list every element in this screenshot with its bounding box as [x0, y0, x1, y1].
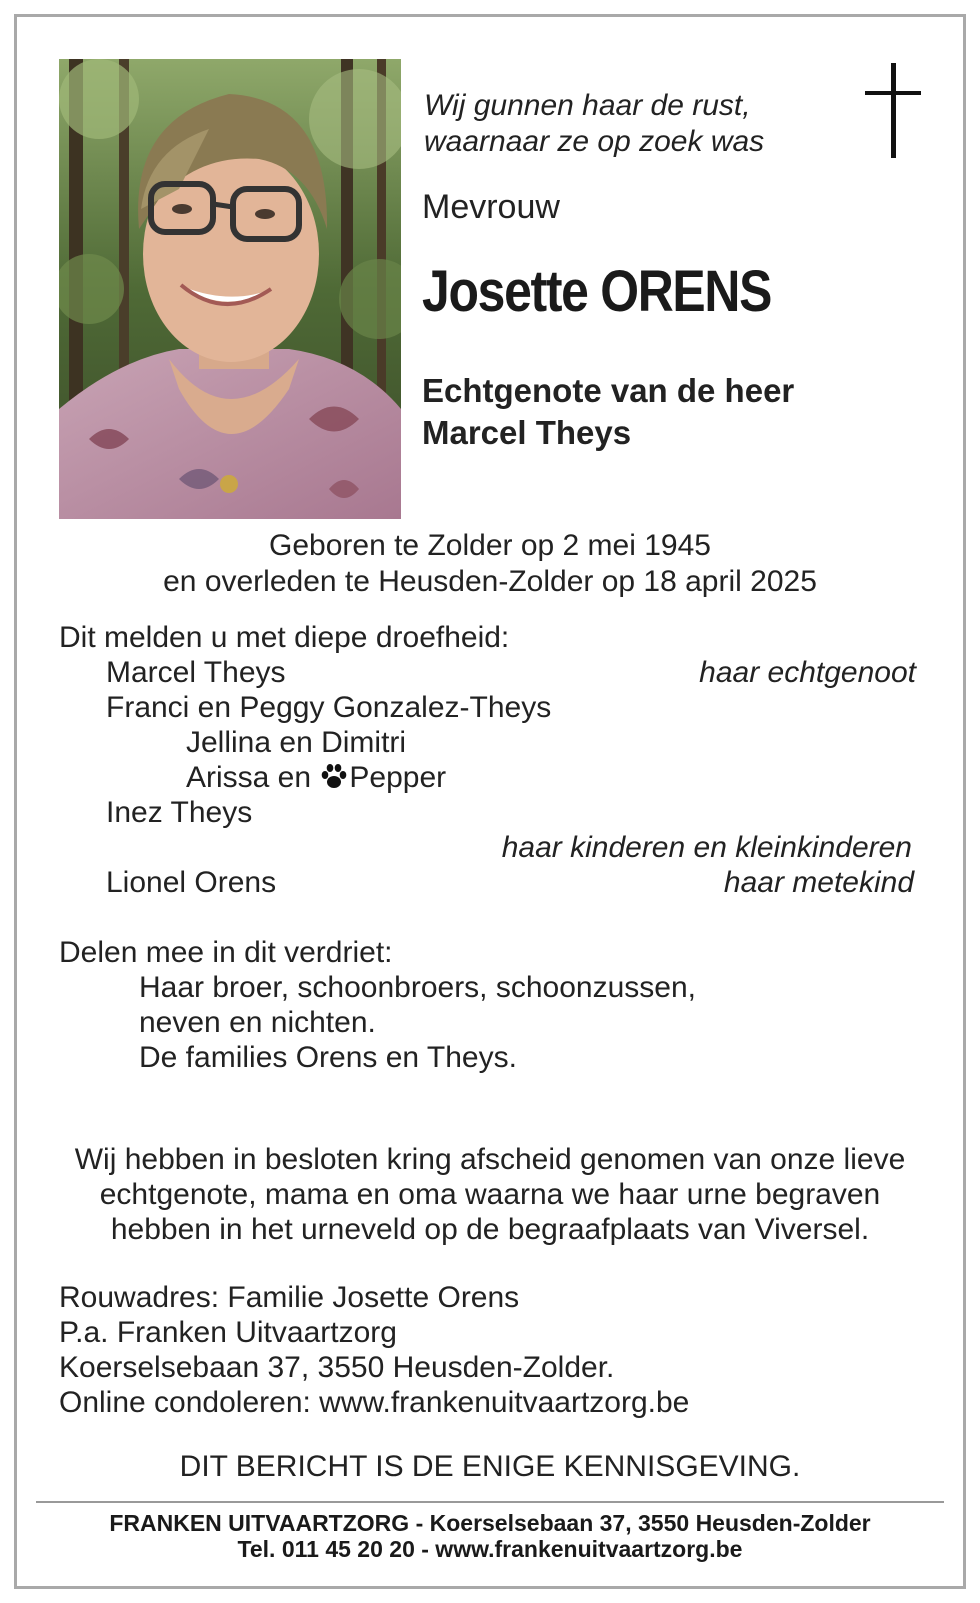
address-line: P.a. Franken Uitvaartzorg [59, 1316, 397, 1349]
paw-icon [319, 763, 349, 791]
closing-line: hebben in het urneveld op de begraafplaats van Viversel. [110, 1213, 870, 1246]
announce-intro: Dit melden u met diepe droefheid: [59, 621, 510, 654]
family-member: Jellina en Dimitri [186, 726, 407, 759]
family-member: Lionel Orens [106, 866, 277, 899]
closing-paragraph [0, 1142, 980, 1247]
life-dates [0, 528, 980, 600]
footer [0, 1510, 980, 1562]
address-line: Rouwadres: Familie Josette Orens [59, 1281, 520, 1314]
family-member-text: Pepper [349, 761, 447, 794]
family-member: Marcel Theys [106, 656, 286, 689]
quote [424, 88, 764, 160]
closing-line: echtgenote, mama en oma waarna we haar urne begraven [99, 1178, 881, 1211]
divider [36, 1501, 944, 1503]
quote-line: Wij gunnen haar de rust, [424, 89, 751, 122]
family-member: Inez Theys [106, 796, 253, 829]
footer-line: Tel. 011 45 20 20 - www.frankenuitvaartzorg.be [237, 1536, 743, 1562]
portrait-photo [59, 59, 401, 519]
family-member-text: Arissa en [186, 761, 320, 794]
share-intro: Delen mee in dit verdriet: [59, 936, 393, 969]
footer-line: FRANKEN UITVAARTZORG - Koerselsebaan 37, 3550 Heusden-Zolder [109, 1510, 871, 1536]
address-line: Koerselsebaan 37, 3550 Heusden-Zolder. [59, 1351, 615, 1384]
death-line: en overleden te Heusden-Zolder op 18 april 2025 [163, 565, 817, 598]
share-line: De families Orens en Theys. [139, 1041, 517, 1074]
deceased-name: Josette ORENS [422, 259, 772, 324]
notice: DIT BERICHT IS DE ENIGE KENNISGEVING. [179, 1450, 801, 1483]
relation-label: haar echtgenoot [699, 656, 916, 689]
honorific: Mevrouw [422, 188, 560, 226]
quote-line: waarnaar ze op zoek was [424, 125, 765, 158]
spouse-info [422, 370, 794, 454]
spouse-line: Echtgenote van de heer [422, 372, 795, 409]
relation-label: haar kinderen en kleinkinderen [501, 831, 912, 864]
spouse-line: Marcel Theys [422, 414, 632, 451]
condolence-line: Online condoleren: www.frankenuitvaartzorg.be [59, 1386, 690, 1419]
share-line: Haar broer, schoonbroers, schoonzussen, [139, 971, 696, 1004]
relation-label: haar metekind [723, 866, 914, 899]
family-member [186, 760, 446, 796]
cross-icon [865, 63, 921, 158]
closing-line: Wij hebben in besloten kring afscheid genomen van onze lieve [74, 1143, 906, 1176]
share-line: neven en nichten. [139, 1006, 376, 1039]
family-member: Franci en Peggy Gonzalez-Theys [106, 691, 552, 724]
birth-line: Geboren te Zolder op 2 mei 1945 [269, 529, 711, 562]
